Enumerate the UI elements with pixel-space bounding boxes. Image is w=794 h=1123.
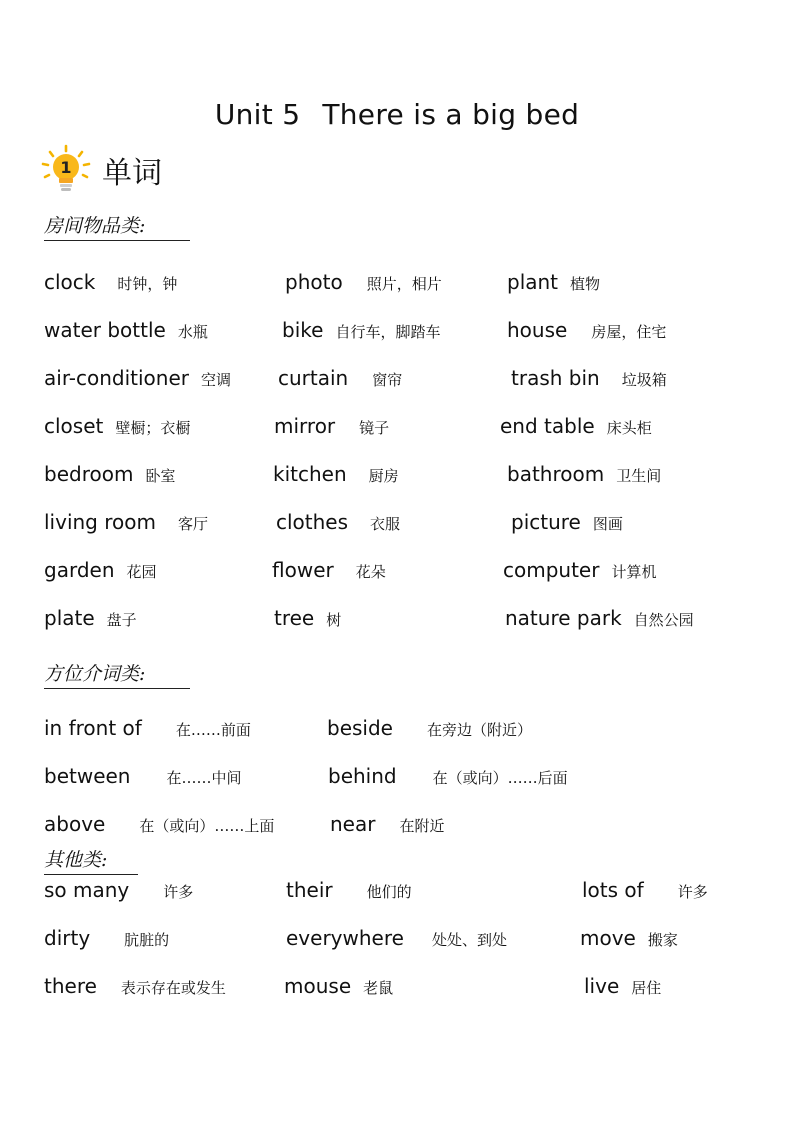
vocab-item: near 在附近 (330, 812, 445, 836)
vocab-item: everywhere 处处、到处 (286, 926, 507, 950)
vocab-item: dirty 肮脏的 (44, 926, 170, 950)
vocab-item: in front of 在……前面 (44, 716, 251, 740)
vocab-item: above 在（或向）……上面 (44, 812, 275, 836)
vocab-item: photo 照片，相片 (285, 270, 442, 294)
vocab-item: air-conditioner 空调 (44, 366, 231, 390)
category-prepositions (44, 659, 196, 689)
vocab-item: mirror 镜子 (274, 414, 390, 438)
vocab-item: end table 床头柜 (500, 414, 652, 438)
underline (44, 688, 190, 689)
vocab-item: picture 图画 (511, 510, 623, 534)
vocab-item: their 他们的 (286, 878, 412, 902)
vocab-item: there 表示存在或发生 (44, 974, 226, 998)
vocab-item: bathroom 卫生间 (507, 462, 662, 486)
vocab-item: house 房屋，住宅 (507, 318, 667, 342)
vocab-item: kitchen 厨房 (273, 462, 399, 486)
vocab-item: trash bin 垃圾箱 (511, 366, 667, 390)
underline (44, 874, 138, 875)
category-room-items (44, 211, 196, 241)
vocab-item: garden 花园 (44, 558, 157, 582)
category-label: 房间物品类: (44, 215, 146, 237)
vocab-item: bike 自行车，脚踏车 (282, 318, 441, 342)
vocab-item: lots of 许多 (582, 878, 708, 902)
vocab-item: beside 在旁边（附近） (327, 716, 532, 740)
lightbulb-icon (40, 144, 92, 196)
vocab-item: move 搬家 (580, 926, 678, 950)
vocab-item: so many 许多 (44, 878, 194, 902)
underline (44, 240, 190, 241)
vocab-item: nature park 自然公园 (505, 606, 694, 630)
vocab-item: behind 在（或向）……后面 (328, 764, 568, 788)
unit-name: There is a big bed (322, 98, 580, 131)
vocab-item: clock 时钟，钟 (44, 270, 178, 294)
vocab-item: curtain 窗帘 (278, 366, 403, 390)
page-title (0, 98, 794, 131)
vocab-item: water bottle 水瓶 (44, 318, 208, 342)
vocab-item: between 在……中间 (44, 764, 242, 788)
vocab-item: computer 计算机 (503, 558, 657, 582)
vocab-item: flower 花朵 (272, 558, 386, 582)
vocab-item: mouse 老鼠 (284, 974, 394, 998)
category-label: 方位介词类: (44, 663, 146, 685)
vocab-item: closet 壁橱；衣橱 (44, 414, 191, 438)
unit-label: Unit 5 (214, 98, 301, 131)
vocab-item: clothes 衣服 (276, 510, 401, 534)
vocab-item: live 居住 (584, 974, 662, 998)
vocab-item: bedroom 卧室 (44, 462, 176, 486)
vocab-item: living room 客厅 (44, 510, 208, 534)
category-label: 其他类: (44, 849, 108, 871)
section-heading (40, 144, 162, 196)
svg-text:1: 1 (60, 158, 72, 177)
vocab-item: plant 植物 (507, 270, 601, 294)
vocab-item: plate 盘子 (44, 606, 137, 630)
vocab-item: tree 树 (274, 606, 342, 630)
category-others (44, 845, 144, 875)
section-label: 单词 (102, 156, 162, 191)
